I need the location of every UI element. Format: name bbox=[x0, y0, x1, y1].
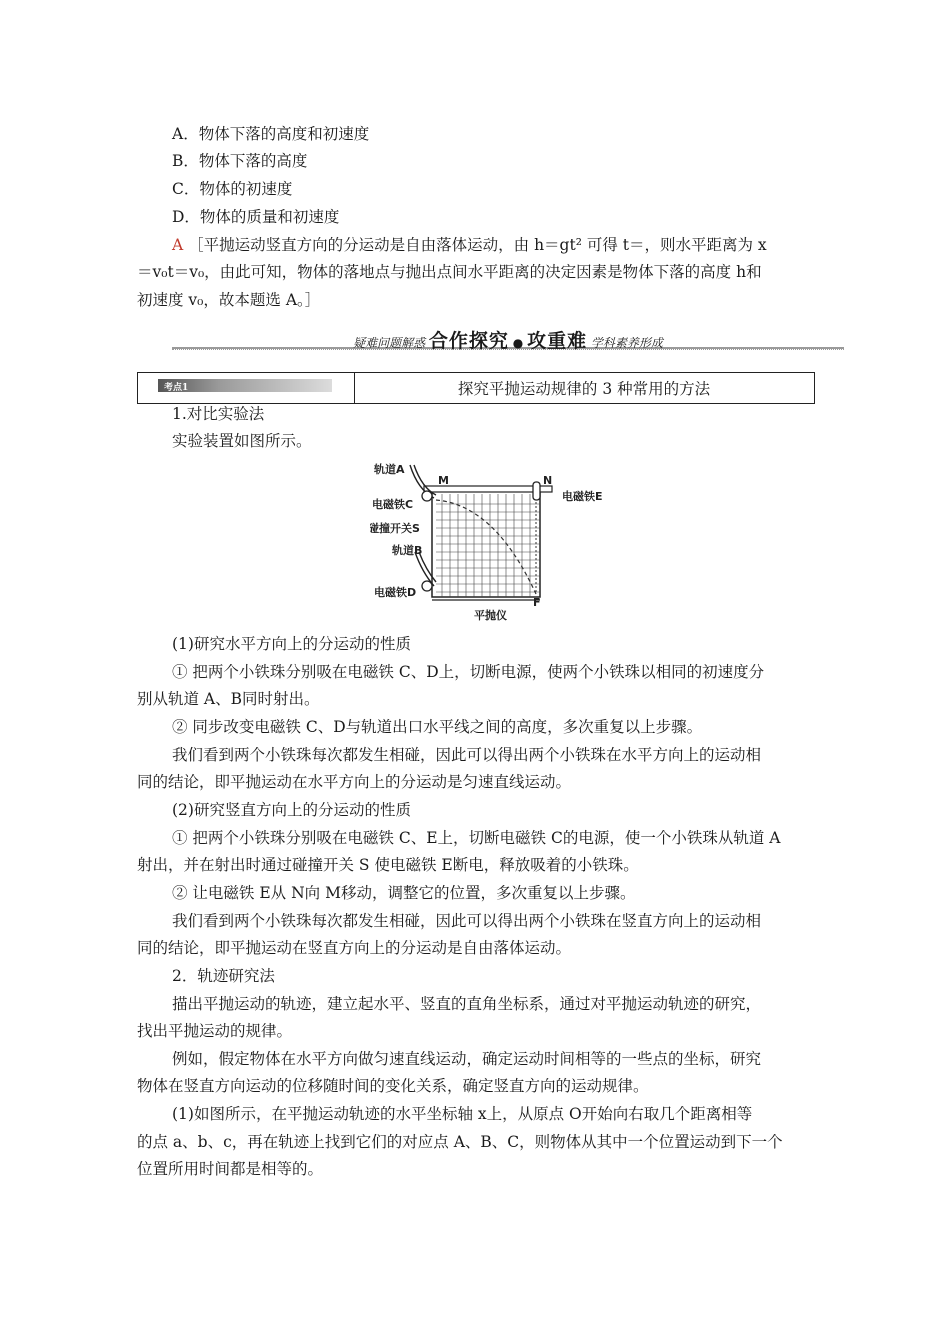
label-track-b: 轨道B bbox=[392, 544, 423, 557]
part-2-step-1b: 射出，并在射出时通过碰撞开关 S 使电磁铁 E断电，释放吸着的小铁珠。 bbox=[137, 856, 639, 874]
trajectory bbox=[436, 500, 536, 594]
label-track-a: 轨道A bbox=[374, 463, 405, 476]
section-2-p1a: 描出平抛运动的轨迹，建立起水平、竖直的直角坐标系，通过对平抛运动轨迹的研究， bbox=[172, 995, 762, 1013]
part-2-step-1a: ① 把两个小铁珠分别吸在电磁铁 C、E上，切断电磁铁 C的电源，使一个小铁珠从轨道 A bbox=[172, 829, 781, 847]
section-2-p3c: 位置所用时间都是相等的。 bbox=[137, 1160, 324, 1178]
apparatus-diagram bbox=[370, 460, 620, 626]
magnet-e bbox=[533, 482, 540, 500]
option-c: C．物体的初速度 bbox=[172, 180, 293, 198]
option-a: A．物体下落的高度和初速度 bbox=[172, 125, 370, 143]
section-banner bbox=[172, 326, 844, 354]
arrow-icon: ● bbox=[512, 336, 524, 350]
part-2-conclusion-b: 同的结论，即平抛运动在竖直方向上的分运动是自由落体运动。 bbox=[137, 939, 572, 957]
kaodian-tag: 考点1 bbox=[164, 383, 189, 393]
label-switch-s: 碰撞开关S bbox=[370, 522, 420, 535]
label-n: N bbox=[543, 474, 553, 487]
part-1-conclusion-a: 我们看到两个小铁珠每次都发生相碰，因此可以得出两个小铁珠在水平方向上的运动相 bbox=[172, 746, 762, 764]
label-m: M bbox=[438, 474, 449, 487]
section-1-intro: 实验装置如图所示。 bbox=[172, 432, 312, 450]
answer-letter: A bbox=[172, 236, 184, 254]
figure-caption: 平抛仪 bbox=[474, 609, 507, 622]
answer-line-3: 初速度 v₀，故本题选 A。］ bbox=[137, 291, 321, 309]
label-magnet-c: 电磁铁C bbox=[372, 498, 414, 511]
option-d: D．物体的质量和初速度 bbox=[172, 208, 340, 226]
kaodian-title: 探究平抛运动规律的 3 种常用的方法 bbox=[457, 380, 711, 398]
section-2-p2a: 例如，假定物体在水平方向做匀速直线运动，确定运动时间相等的一些点的坐标，研究 bbox=[172, 1050, 762, 1068]
part-1-step-1b: 别从轨道 A、B同时射出。 bbox=[137, 690, 320, 708]
part-1-conclusion-b: 同的结论，即平抛运动在水平方向上的分运动是匀速直线运动。 bbox=[137, 773, 572, 791]
board-frame bbox=[432, 487, 540, 597]
section-1-title: 1.对比实验法 bbox=[172, 405, 265, 423]
banner-right: 学科素养形成 bbox=[590, 336, 663, 350]
section-2-p3b: 的点 a、b、c，再在轨迹上找到它们的对应点 A、B、C，则物体从其中一个位置运动到下一个 bbox=[137, 1133, 783, 1151]
section-2-p1b: 找出平抛运动的规律。 bbox=[137, 1022, 293, 1040]
track-b bbox=[415, 552, 434, 586]
banner-left: 疑难问题解惑 bbox=[353, 336, 426, 350]
section-2-p2b: 物体在竖直方向运动的位移随时间的变化关系，确定竖直方向的运动规律。 bbox=[137, 1077, 649, 1095]
answer-line-2: ＝v₀t＝v₀，由此可知，物体的落地点与抛出点间水平距离的决定因素是物体下落的高度 h和 bbox=[137, 263, 762, 281]
grid bbox=[436, 494, 540, 597]
label-f: F bbox=[533, 596, 541, 609]
part-2-title: (2)研究竖直方向上的分运动的性质 bbox=[172, 801, 411, 819]
label-magnet-d: 电磁铁D bbox=[374, 586, 417, 599]
apparatus-figure bbox=[370, 460, 620, 626]
part-1-title: (1)研究水平方向上的分运动的性质 bbox=[172, 635, 411, 653]
magnet-c bbox=[422, 491, 432, 501]
banner-main-1: 合作探究 bbox=[428, 330, 509, 352]
part-2-step-2: ② 让电磁铁 E从 N向 M移动，调整它的位置，多次重复以上步骤。 bbox=[172, 884, 636, 902]
section-2-p3a: (1)如图所示，在平抛运动轨迹的水平坐标轴 x上，从原点 O开始向右取几个距离相等 bbox=[172, 1105, 753, 1123]
part-1-step-2: ② 同步改变电磁铁 C、D与轨道出口水平线之间的高度，多次重复以上步骤。 bbox=[172, 718, 703, 736]
banner-main-2: 攻重难 bbox=[527, 330, 588, 352]
kaodian-tag-cell bbox=[138, 373, 355, 403]
banner-text bbox=[172, 326, 844, 353]
option-b: B．物体下落的高度 bbox=[172, 152, 308, 170]
section-2-title: 2．轨迹研究法 bbox=[172, 967, 275, 985]
part-1-step-1a: ① 把两个小铁珠分别吸在电磁铁 C、D上，切断电源，使两个小铁珠以相同的初速度分 bbox=[172, 663, 765, 681]
label-magnet-e: 电磁铁E bbox=[562, 490, 603, 503]
magnet-d bbox=[422, 581, 432, 591]
kaodian-box bbox=[137, 372, 815, 404]
part-2-conclusion-a: 我们看到两个小铁珠每次都发生相碰，因此可以得出两个小铁珠在竖直方向上的运动相 bbox=[172, 912, 762, 930]
answer-line-1 bbox=[172, 235, 767, 255]
answer-text-1: ［平抛运动竖直方向的分运动是自由落体运动，由 h＝gt² 可得 t＝，则水平距离为 x bbox=[188, 236, 767, 254]
